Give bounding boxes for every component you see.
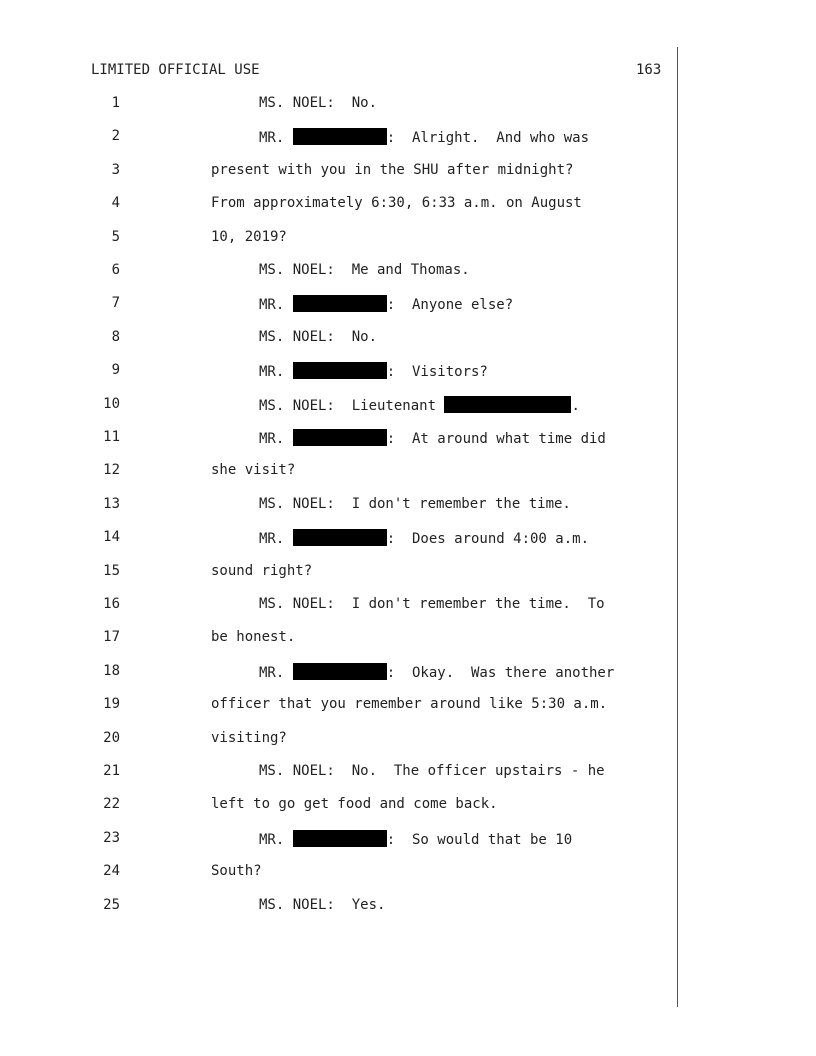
line-text	[211, 696, 607, 712]
text-segment: MR.	[259, 130, 293, 147]
line-text	[259, 329, 377, 345]
text-segment: MR.	[259, 364, 293, 381]
text-segment: MR.	[259, 297, 293, 314]
transcript-line	[0, 596, 816, 616]
redaction-block	[293, 830, 387, 847]
text-segment: : Alright. And who was	[386, 130, 590, 147]
line-text	[259, 429, 606, 447]
transcript-line	[0, 629, 816, 649]
line-text	[211, 863, 262, 879]
line-number: 19	[103, 696, 120, 713]
line-text	[211, 195, 582, 211]
transcript-line	[0, 663, 816, 683]
text-segment: MS. NOEL: No.	[259, 328, 378, 345]
page-number: 163	[636, 62, 662, 78]
text-segment: MR.	[259, 531, 293, 548]
text-segment: MS. NOEL: I don't remember the time. To	[259, 596, 605, 612]
transcript-line	[0, 229, 816, 249]
text-segment: .	[571, 397, 580, 414]
line-number: 20	[103, 729, 120, 746]
line-number: 24	[103, 863, 120, 880]
redaction-block	[293, 362, 387, 379]
line-number: 23	[103, 829, 120, 846]
transcript-line	[0, 95, 816, 115]
transcript-line	[0, 496, 816, 516]
transcript-line	[0, 329, 816, 349]
transcript-line	[0, 128, 816, 148]
transcript-line	[0, 262, 816, 282]
transcript-line	[0, 730, 816, 750]
line-number: 12	[103, 462, 120, 479]
transcript-line	[0, 897, 816, 917]
redaction-block	[444, 396, 571, 413]
line-text	[211, 629, 295, 645]
text-segment: be honest.	[211, 629, 296, 646]
line-number: 16	[103, 596, 120, 612]
text-segment: sound right?	[211, 562, 313, 579]
line-number: 13	[103, 495, 120, 512]
text-segment: officer that you remember around like 5:30 a.m.	[211, 696, 608, 713]
text-segment: MS. NOEL: No.	[259, 95, 378, 111]
line-text	[259, 262, 470, 278]
transcript-line	[0, 529, 816, 549]
transcript-line	[0, 863, 816, 883]
transcript-line	[0, 362, 816, 382]
transcript-line	[0, 563, 816, 583]
line-number: 11	[103, 429, 120, 445]
transcript-line	[0, 162, 816, 182]
line-number: 8	[111, 328, 120, 345]
line-number: 15	[103, 562, 120, 579]
line-text	[259, 362, 488, 380]
text-segment: : Visitors?	[386, 364, 488, 381]
text-segment: : So would that be 10	[386, 831, 573, 848]
redaction-block	[293, 429, 387, 446]
transcript-line	[0, 796, 816, 816]
text-segment: : Okay. Was there another	[386, 664, 615, 681]
text-segment: she visit?	[211, 462, 296, 479]
transcript-line	[0, 429, 816, 449]
line-text	[259, 95, 377, 111]
line-text	[259, 897, 385, 913]
line-number: 22	[103, 796, 120, 813]
line-number: 3	[111, 161, 120, 178]
text-segment: MS. NOEL: Lieutenant	[259, 397, 445, 414]
transcript-line	[0, 763, 816, 783]
line-number: 9	[111, 362, 120, 379]
line-number: 6	[111, 262, 120, 278]
line-text	[211, 563, 312, 579]
line-number: 10	[103, 395, 120, 412]
text-segment: From approximately 6:30, 6:33 a.m. on August	[211, 195, 582, 212]
line-text	[211, 229, 287, 245]
line-text	[259, 396, 580, 414]
text-segment: MR.	[259, 831, 293, 848]
line-text	[211, 162, 573, 178]
text-segment: MR.	[259, 431, 293, 447]
line-number: 14	[103, 529, 120, 546]
line-number: 1	[111, 95, 120, 111]
line-text	[259, 830, 572, 848]
text-segment: MS. NOEL: I don't remember the time.	[259, 495, 571, 512]
text-segment: South?	[211, 863, 262, 880]
redaction-block	[293, 128, 387, 145]
text-segment: : Does around 4:00 a.m.	[386, 531, 590, 548]
line-text	[259, 295, 513, 313]
transcript-line	[0, 462, 816, 482]
line-text	[211, 462, 295, 478]
line-number: 2	[111, 128, 120, 145]
line-text	[259, 529, 589, 547]
redaction-block	[293, 529, 387, 546]
transcript-line	[0, 195, 816, 215]
line-number: 4	[111, 195, 120, 212]
text-segment: present with you in the SHU after midnight?	[211, 161, 574, 178]
text-segment: MS. NOEL: Me and Thomas.	[259, 262, 470, 278]
text-segment: : Anyone else?	[386, 297, 514, 314]
transcript-line	[0, 696, 816, 716]
text-segment: MS. NOEL: Yes.	[259, 896, 386, 913]
line-text	[259, 496, 571, 512]
line-number: 7	[111, 295, 120, 312]
redaction-block	[293, 295, 387, 312]
line-text	[211, 796, 498, 812]
line-text	[259, 763, 605, 779]
text-segment: MR.	[259, 664, 293, 681]
text-segment: 10, 2019?	[211, 228, 287, 245]
redaction-block	[293, 663, 387, 680]
line-number: 25	[103, 896, 120, 913]
transcript-line	[0, 295, 816, 315]
text-segment: left to go get food and come back.	[211, 796, 498, 813]
line-text	[259, 128, 589, 146]
line-text	[259, 663, 614, 681]
text-segment: MS. NOEL: No. The officer upstairs - he	[259, 763, 605, 779]
classification-header: LIMITED OFFICIAL USE	[91, 62, 260, 78]
line-text	[211, 730, 287, 746]
text-segment: : At around what time did	[386, 431, 606, 447]
transcript-line	[0, 396, 816, 416]
transcript-line	[0, 830, 816, 850]
line-number: 21	[103, 763, 120, 779]
line-text	[259, 596, 605, 612]
text-segment: visiting?	[211, 729, 287, 746]
line-number: 18	[103, 662, 120, 679]
line-number: 5	[111, 228, 120, 245]
line-number: 17	[103, 629, 120, 646]
